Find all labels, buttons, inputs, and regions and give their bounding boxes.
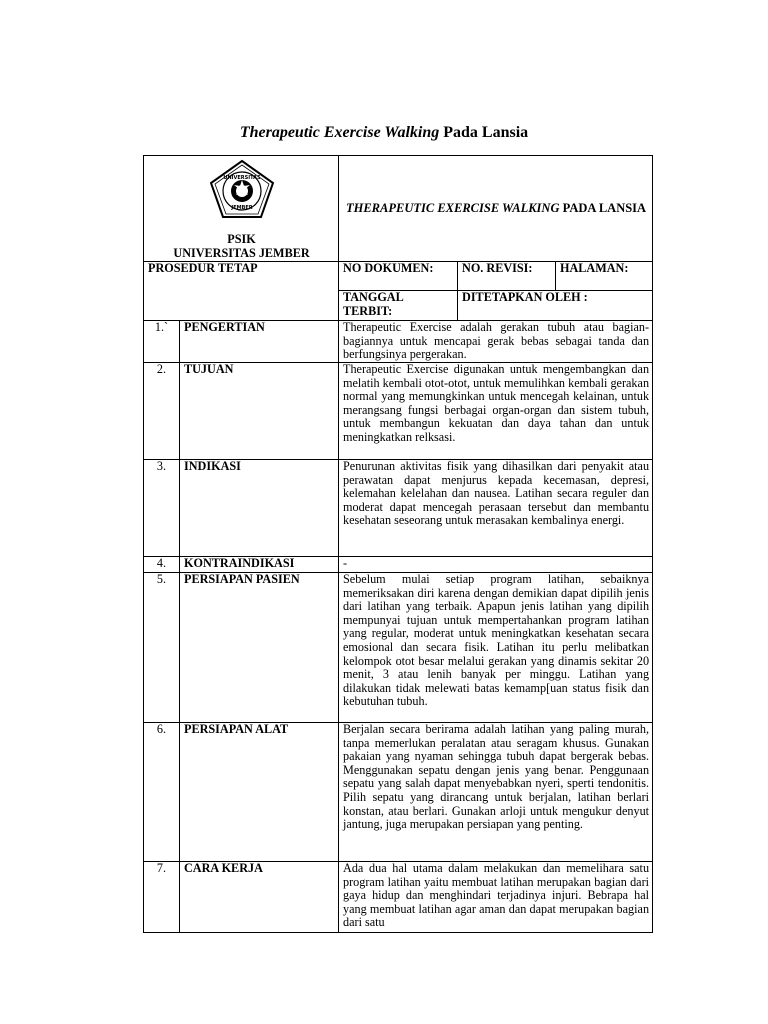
row-label: PENGERTIAN (180, 321, 339, 363)
row-number: 6. (144, 722, 180, 861)
row-text: Penurunan aktivitas fisik yang dihasilkan dari penyakit atau perawatan dapat menjurus kepada kecemasan, depresi, kelemahan kelelahan dan nausea. Latihan secara reguler dan moderat dapat mencegah perasaan tersebut dan membantu kesehatan seseorang untuk merasakan kembalinya energi. (339, 459, 653, 556)
row-label: PERSIAPAN PASIEN (180, 572, 339, 722)
row-label: PERSIAPAN ALAT (180, 722, 339, 861)
table-row (144, 459, 653, 556)
table-row (144, 722, 653, 861)
row-text: Therapeutic Exercise adalah gerakan tubuh atau bagian-bagiannya untuk mencapai gerak bebas sebagai tanda dan berfungsinya pergerakan. (339, 321, 653, 363)
row-number: 1.` (144, 321, 180, 363)
page-title (0, 124, 768, 142)
no-dokumen-label: NO DOKUMEN: (339, 262, 458, 291)
table-row (144, 362, 653, 459)
row-number: 5. (144, 572, 180, 722)
logo-text-top: UNIVERSITAS (222, 175, 261, 181)
table-row (144, 321, 653, 363)
table-row (144, 556, 653, 572)
row-number: 3. (144, 459, 180, 556)
doc-title-rest: PADA LANSIA (559, 200, 647, 215)
page-title-rest: Pada Lansia (439, 124, 529, 141)
org-line-1: PSIK (227, 232, 256, 246)
tanggal-terbit-label: TANGGAL TERBIT: (339, 291, 458, 321)
row-label: KONTRAINDIKASI (180, 556, 339, 572)
row-text: Berjalan secara berirama adalah latihan yang paling murah, tanpa memerlukan peralatan atau seragam khusus. Gunakan pakaian yang nyaman sehingga tubuh dapat bergerak bebas. Menggunakan sepatu dengan jenis yang benar. Penggunaan sepatu yang salah dapat menyebabkan nyeri, sperti tendonitis. Pilih sepatu yang dirancang untuk berjalan, latihan berlari konstan, atau berlari. Gunakan arloji untuk mengukur denyut jantung, juga merupakan persiapan yang penting. (339, 722, 653, 861)
ditetapkan-oleh-label: DITETAPKAN OLEH : (458, 291, 653, 321)
row-text: Ada dua hal utama dalam melakukan dan memelihara satu program latihan yaitu membuat latihan merupakan bagian dari gaya hidup dan menghindari terjadinya injuri. Bebrapa hal yang membuat latihan agar aman dan dapat merupakan bagian dari satu (339, 861, 653, 932)
university-logo-icon (208, 159, 276, 219)
doc-title-cell (339, 156, 653, 262)
row-number: 4. (144, 556, 180, 572)
row-number: 7. (144, 861, 180, 932)
row-label: CARA KERJA (180, 861, 339, 932)
row-text: Therapeutic Exercise digunakan untuk mengembangkan dan melatih kembali otot-otot, untuk memulihkan kembali gerakan normal yang memungkinkan untuk mencegah kelainan, untuk merangsang fungsi berbagai organ-organ dan sistem tubuh, untuk membangun kekuatan dan daya tahan dan untuk meningkatkan relksasi. (339, 362, 653, 459)
no-revisi-label: NO. REVISI: (458, 262, 556, 291)
prosedur-tetap-label: PROSEDUR TETAP (144, 262, 339, 321)
row-text: Sebelum mulai setiap program latihan, sebaiknya memeriksakan diri karena dengan demikian dapat dipilih jenis dari latihan yang terbaik. Apapun jenis latihan yang dipilih mempunyai tujuan untuk mempertahankan program latihan yang regular, moderat untuk meningkatkan kesehatan secara emosional dan secara fisik. Latihan itu perlu melibatkan kelompok otot besar melalui gerakan yang dinamis sekitar 20 menit, 3 atau lenih banyak per minggu. Latihan yang dilakukan tidak melewati batas kemamp[uan status fisik dan kebutuhan tubuh. (339, 572, 653, 722)
sop-table (143, 155, 653, 933)
header-org-cell (144, 156, 339, 262)
halaman-label: HALAMAN: (556, 262, 653, 291)
row-label: TUJUAN (180, 362, 339, 459)
row-number: 2. (144, 362, 180, 459)
header-row (144, 156, 653, 262)
logo-text-bottom: JEMBER (230, 205, 253, 211)
row-label: INDIKASI (180, 459, 339, 556)
page-title-italic: Therapeutic Exercise Walking (239, 124, 440, 141)
doc-title-italic: THERAPEUTIC EXERCISE WALKING (345, 200, 560, 215)
row-text: - (339, 556, 653, 572)
meta-row-1 (144, 262, 653, 291)
table-row (144, 861, 653, 932)
org-line-2: UNIVERSITAS JEMBER (173, 245, 310, 260)
table-row (144, 572, 653, 722)
